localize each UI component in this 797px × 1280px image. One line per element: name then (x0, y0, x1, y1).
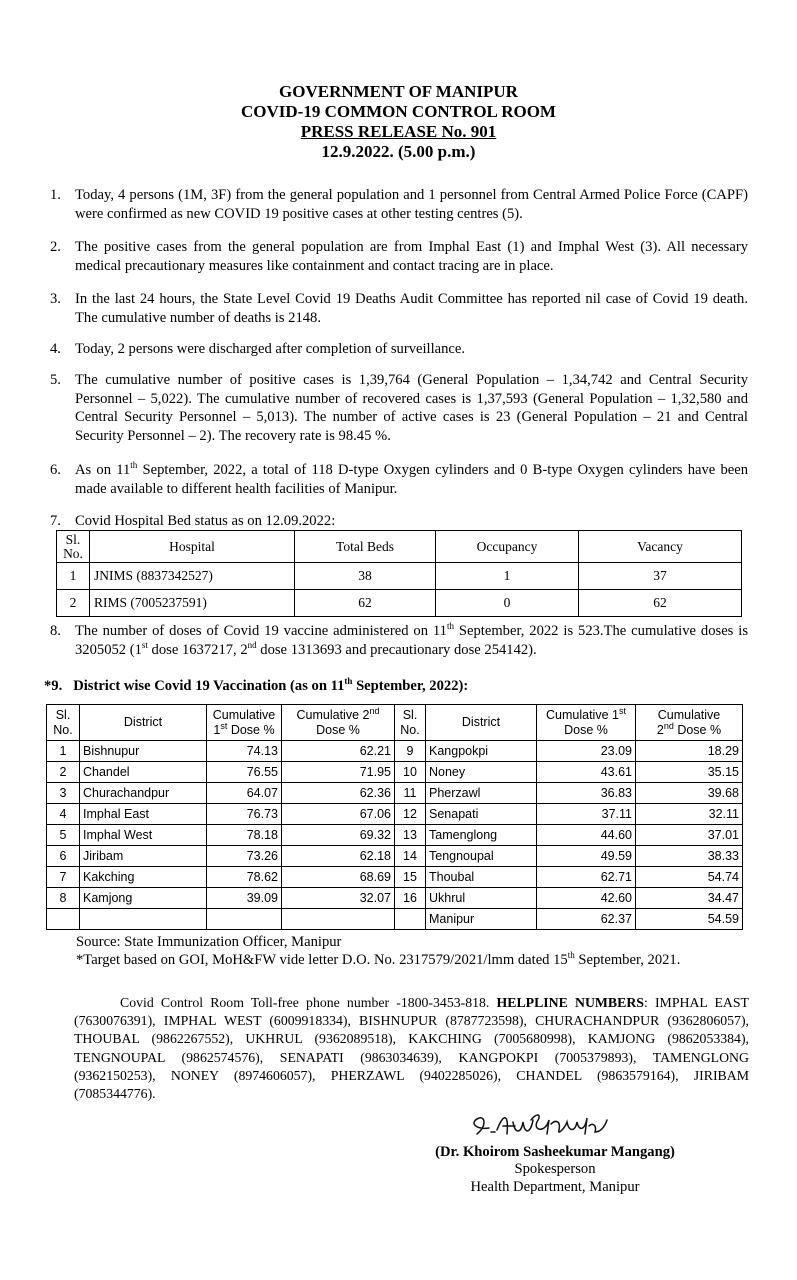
table-row (47, 741, 743, 762)
cell-d2: Thoubal (426, 867, 537, 888)
bed-table-header (57, 531, 742, 563)
cell-b1: 69.32 (282, 825, 395, 846)
cell-b2: 39.68 (636, 783, 743, 804)
cell-d2: Tengnoupal (426, 846, 537, 867)
item-4: 4. Today, 2 persons were discharged after completion of surveillance. (50, 340, 748, 359)
cell-b2: 54.59 (636, 909, 743, 930)
table-row (47, 804, 743, 825)
col-dose2-right: Cumulative 2nd Dose % (636, 705, 743, 741)
cell-a1: 76.73 (207, 804, 282, 825)
cell-d2: Tamenglong (426, 825, 537, 846)
item-4-text: Today, 2 persons were discharged after completion of surveillance. (75, 341, 466, 357)
item-6: 6. As on 11th September, 2022, a total of 118 D-type Oxygen cylinders and 0 B-type Oxygen cylinders have been made available to different health facilities of Manipur. (50, 460, 748, 497)
table-row (47, 825, 743, 846)
helpline-paragraph: Covid Control Room Toll-free phone number -1800-3453-818. HELPLINE NUMBERS: IMPHAL EAST (7630076391), IMPHAL WEST (6009918334), BISHNUPUR (8787723598), CHURACHANDPUR (9362806057), THOUBAL (9862267552), UKHRUL (9362089518), KAKCHING (7005680998), KAMJONG (9862053384), TENGNOUPAL (9862574576), SENAPATI (9863034639), KANGPOKPI (7005379893), TAMENGLONG (9362150253), NONEY (8974606057), PHERZAWL (9402285026), CHANDEL (9863579164), JIRIBAM (7085344776). (74, 995, 749, 1102)
helpline-label: HELPLINE NUMBERS (496, 995, 644, 1010)
cell-sl2: 9 (395, 741, 426, 762)
header-control-room: COVID-19 COMMON CONTROL ROOM (241, 102, 556, 121)
cell-sl2: 13 (395, 825, 426, 846)
col-sl-no: Sl. No. (57, 531, 90, 563)
table-row (47, 888, 743, 909)
cell-sl2: 12 (395, 804, 426, 825)
cell-d1: Imphal West (80, 825, 207, 846)
cell-a2: 23.09 (537, 741, 636, 762)
table-row: 2 RIMS (7005237591) 62 0 62 (57, 590, 742, 617)
cell-a2: 43.61 (537, 762, 636, 783)
header-date: 12.9.2022. (5.00 p.m.) (321, 142, 476, 161)
cell-b2: 38.33 (636, 846, 743, 867)
cell-d1: Kakching (80, 867, 207, 888)
col-total-beds: Total Beds (295, 531, 436, 563)
cell-b1: 71.95 (282, 762, 395, 783)
item-5-text: The cumulative number of positive cases is 1,39,764 (General Population – 1,34,742 and Central Security Personnel – 5,022). The cumulative number of recovered cases is 1,37,593 (General Population – 1,32,580 and Central Security Personnel – 5,013). The number of active cases is 23 (General Population – 21 and Central Security Personnel – 2). The recovery rate is 98.45 %. (75, 372, 748, 444)
cell-d2: Pherzawl (426, 783, 537, 804)
table-row (47, 867, 743, 888)
cell-d2: Kangpokpi (426, 741, 537, 762)
col-dose1-left: Cumulative 1st Dose % (207, 705, 282, 741)
header-release-number: PRESS RELEASE No. 901 (300, 122, 497, 141)
cell-a1: 78.18 (207, 825, 282, 846)
signatory-role: Spokesperson (514, 1161, 596, 1177)
cell-sl2: 10 (395, 762, 426, 783)
table-row (47, 909, 743, 930)
cell-sl2 (395, 909, 426, 930)
col-district-right: District (426, 705, 537, 741)
signatory-department: Health Department, Manipur (470, 1179, 640, 1195)
target-note: *Target based on GOI, MoH&FW vide letter D.O. No. 2317579/2021/lmm dated 15th September, 2021. (76, 950, 681, 968)
source-note: Source: State Immunization Officer, Manipur (76, 934, 342, 950)
section-9-heading: *9. District wise Covid 19 Vaccination (as on 11th September, 2022): (44, 676, 469, 694)
cell-d2: Noney (426, 762, 537, 783)
item-1: 1. Today, 4 persons (1M, 3F) from the general population and 1 personnel from Central Armed Police Force (CAPF) were confirmed as new COVID 19 positive cases at other testing centres (5). (50, 187, 748, 222)
item-2: 2. The positive cases from the general population are from Imphal East (1) and Imphal West (3). All necessary medical precautionary measures like containment and contact tracing are in place. (50, 239, 748, 274)
cell-a1 (207, 909, 282, 930)
cell-a1: 76.55 (207, 762, 282, 783)
cell-sl1: 5 (47, 825, 80, 846)
cell-a2: 36.83 (537, 783, 636, 804)
item-8-text: The number of doses of Covid 19 vaccine administered on 11th September, 2022 is 523.The cumulative doses is 3205052 (1st dose 1637217, 2nd dose 1313693 and precautionary dose 254142). (75, 621, 748, 658)
cell-sl1: 2 (47, 762, 80, 783)
table-row (47, 846, 743, 867)
col-vacancy: Vacancy (579, 531, 742, 563)
cell-sl1: 3 (47, 783, 80, 804)
item-7: 7. Covid Hospital Bed status as on 12.09.2022: (50, 512, 748, 531)
col-district-left: District (80, 705, 207, 741)
cell-sl2: 14 (395, 846, 426, 867)
col-sl-no-left: Sl. No. (47, 705, 80, 741)
cell-b1: 68.69 (282, 867, 395, 888)
cell-d1: Chandel (80, 762, 207, 783)
cell-a1: 64.07 (207, 783, 282, 804)
document-header (0, 82, 797, 162)
cell-b1: 62.36 (282, 783, 395, 804)
cell-sl2: 16 (395, 888, 426, 909)
item-6-text: As on 11th September, 2022, a total of 118 D-type Oxygen cylinders and 0 B-type Oxygen cylinders have been made available to different health facilities of Manipur. (75, 460, 748, 497)
signatory-name: (Dr. Khoirom Sasheekumar Mangang) (435, 1144, 675, 1160)
cell-b2: 32.11 (636, 804, 743, 825)
district-vaccination-table (46, 704, 743, 930)
cell-d1: Kamjong (80, 888, 207, 909)
item-7-text: Covid Hospital Bed status as on 12.09.2022: (75, 513, 336, 529)
item-5: 5. The cumulative number of positive cases is 1,39,764 (General Population – 1,34,742 and Central Security Personnel – 5,022). The cumulative number of recovered cases is 1,37,593 (General Population – 1,32,580 and Central Security Personnel – 5,013). The number of active cases is 23 (General Population – 21 and Central Security Personnel – 2). The recovery rate is 98.45 %. (50, 372, 748, 444)
cell-b2: 35.15 (636, 762, 743, 783)
col-hospital: Hospital (90, 531, 295, 563)
item-1-text: Today, 4 persons (1M, 3F) from the general population and 1 personnel from Central Armed Police Force (CAPF) were confirmed as new COVID 19 positive cases at other testing centres (5). (75, 187, 748, 222)
cell-b2: 37.01 (636, 825, 743, 846)
table-row: 1 JNIMS (8837342527) 38 1 37 (57, 563, 742, 590)
col-dose1-right: Cumulative 1st Dose % (537, 705, 636, 741)
cell-sl1: 8 (47, 888, 80, 909)
cell-b2: 18.29 (636, 741, 743, 762)
cell-d2: Senapati (426, 804, 537, 825)
cell-sl1 (47, 909, 80, 930)
cell-a2: 62.37 (537, 909, 636, 930)
cell-sl1: 1 (47, 741, 80, 762)
cell-b1: 62.21 (282, 741, 395, 762)
vaccination-table-header (47, 705, 743, 741)
cell-d1: Churachandpur (80, 783, 207, 804)
col-dose2-left: Cumulative 2nd Dose % (282, 705, 395, 741)
cell-sl1: 4 (47, 804, 80, 825)
cell-b1: 62.18 (282, 846, 395, 867)
cell-a2: 49.59 (537, 846, 636, 867)
item-2-text: The positive cases from the general population are from Imphal East (1) and Imphal West (3). All necessary medical precautionary measures like containment and contact tracing are in place. (75, 239, 748, 274)
vaccination-table-body (47, 741, 743, 930)
cell-sl2: 15 (395, 867, 426, 888)
cell-b1: 32.07 (282, 888, 395, 909)
item-3: 3. In the last 24 hours, the State Level Covid 19 Deaths Audit Committee has reported nil case of Covid 19 death. The cumulative number of deaths is 2148. (50, 291, 748, 326)
cell-a1: 73.26 (207, 846, 282, 867)
cell-a2: 37.11 (537, 804, 636, 825)
cell-b2: 34.47 (636, 888, 743, 909)
table-row (47, 783, 743, 804)
cell-d2: Ukhrul (426, 888, 537, 909)
table-row (47, 762, 743, 783)
cell-a2: 62.71 (537, 867, 636, 888)
cell-a2: 42.60 (537, 888, 636, 909)
cell-b1 (282, 909, 395, 930)
cell-d1: Jiribam (80, 846, 207, 867)
cell-a1: 78.62 (207, 867, 282, 888)
cell-d2: Manipur (426, 909, 537, 930)
cell-a1: 74.13 (207, 741, 282, 762)
cell-sl1: 7 (47, 867, 80, 888)
cell-b2: 54.74 (636, 867, 743, 888)
cell-a1: 39.09 (207, 888, 282, 909)
col-sl-no-right: Sl. No. (395, 705, 426, 741)
item-8: 8. The number of doses of Covid 19 vaccine administered on 11th September, 2022 is 523.The cumulative doses is 3205052 (1st dose 1637217, 2nd dose 1313693 and precautionary dose 254142). (50, 621, 748, 658)
cell-d1: Bishnupur (80, 741, 207, 762)
cell-sl2: 11 (395, 783, 426, 804)
cell-b1: 67.06 (282, 804, 395, 825)
hospital-bed-table (56, 530, 742, 617)
signature-image (465, 1108, 635, 1144)
cell-d1: Imphal East (80, 804, 207, 825)
item-3-text: In the last 24 hours, the State Level Covid 19 Deaths Audit Committee has reported nil case of Covid 19 death. The cumulative number of deaths is 2148. (75, 291, 748, 326)
col-occupancy: Occupancy (436, 531, 579, 563)
cell-a2: 44.60 (537, 825, 636, 846)
header-government: GOVERNMENT OF MANIPUR (279, 82, 518, 101)
cell-d1 (80, 909, 207, 930)
cell-sl1: 6 (47, 846, 80, 867)
